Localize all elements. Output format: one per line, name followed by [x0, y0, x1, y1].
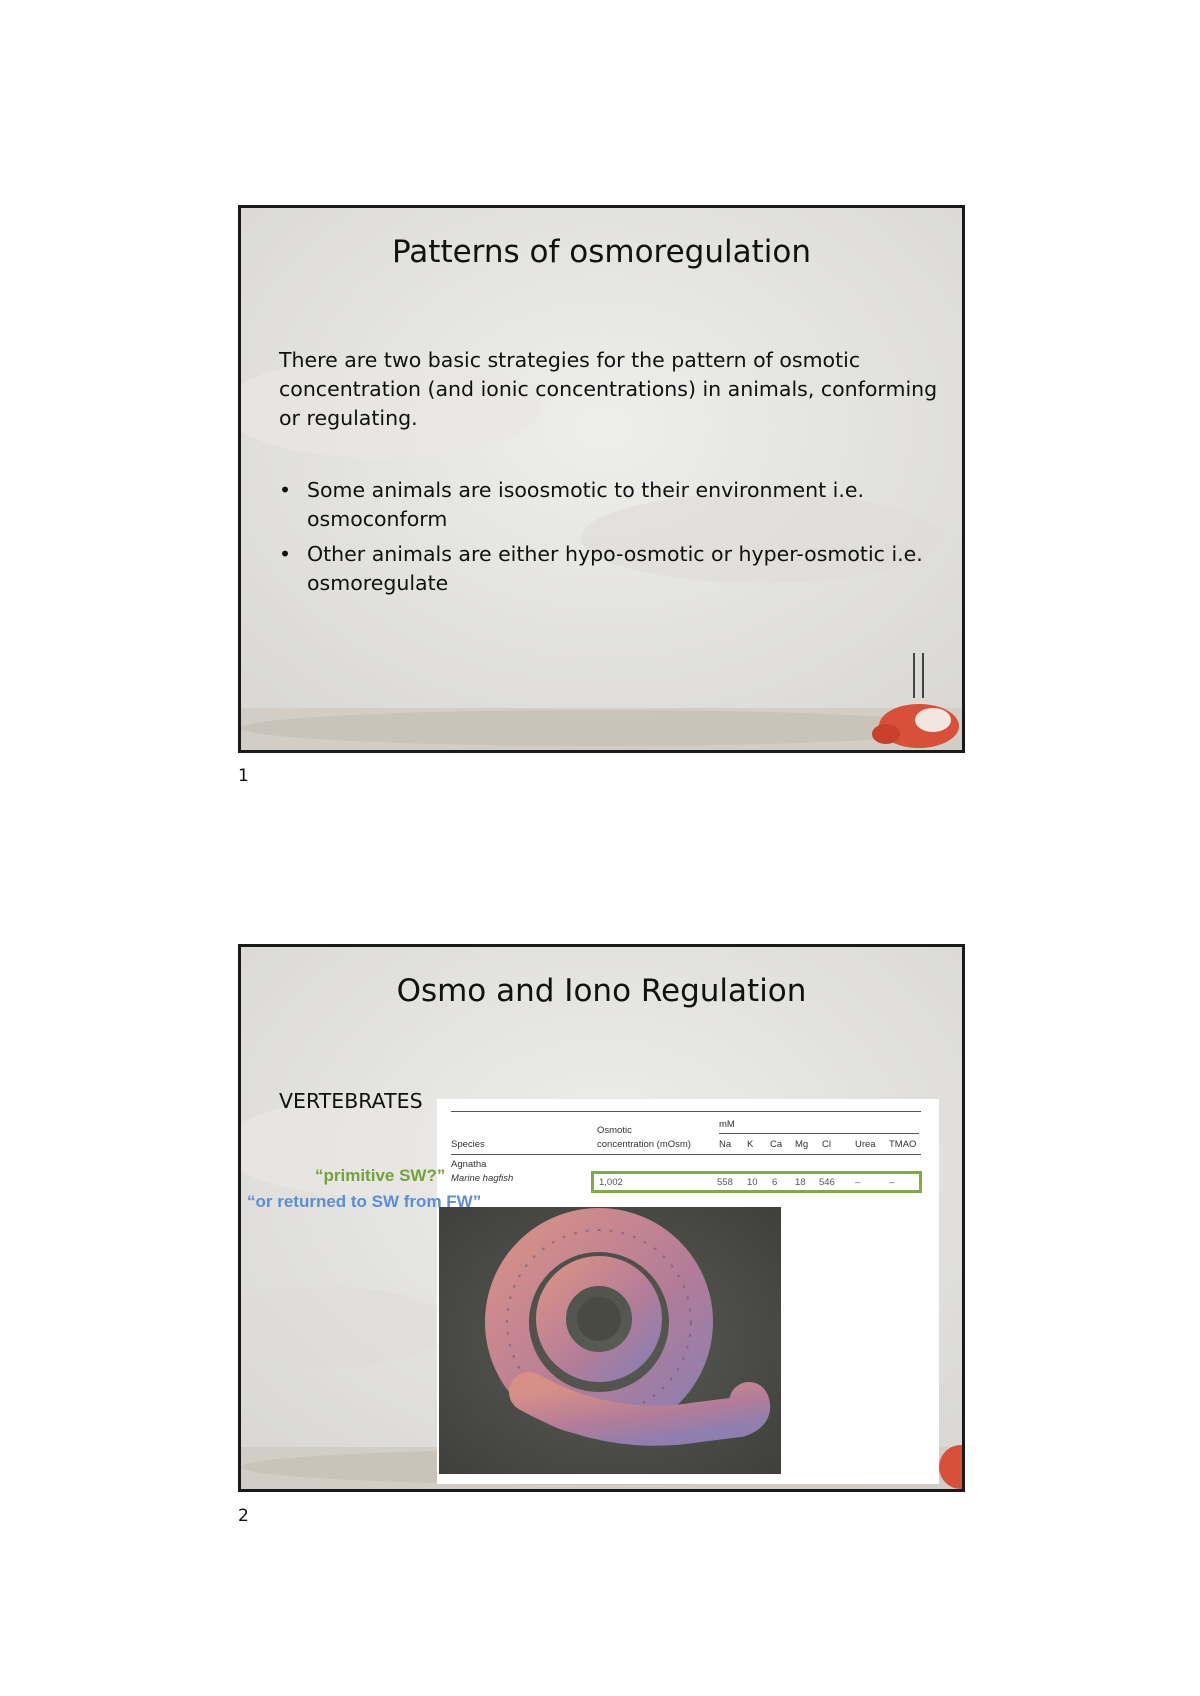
- table-rule: [719, 1133, 919, 1134]
- slide-body-text: [279, 346, 937, 433]
- slide-2: [238, 944, 965, 1492]
- slide-title: Patterns of osmoregulation: [392, 234, 811, 270]
- table-header-na: Na: [719, 1139, 732, 1150]
- bullet-item: [279, 540, 929, 598]
- table-cell-tmao: –: [889, 1177, 895, 1188]
- table-cell-urea: –: [855, 1177, 861, 1188]
- body-line: concentration (and ionic concentrations) in animals, conforming: [279, 377, 938, 401]
- bullet-dot-icon: •: [279, 478, 292, 502]
- table-header-ca: Ca: [770, 1139, 783, 1150]
- bullet-line: osmoconform: [307, 507, 448, 531]
- table-cell-mg: 18: [795, 1177, 806, 1188]
- table-header-urea: Urea: [855, 1139, 876, 1150]
- hagfish-photo: [439, 1207, 781, 1474]
- table-header-k: K: [747, 1139, 754, 1150]
- table-header-species: Species: [451, 1139, 485, 1150]
- bullet-line: Other animals are either hypo-osmotic or hyper-osmotic i.e.: [307, 542, 923, 566]
- table-cell-cl: 546: [819, 1177, 835, 1188]
- table-rule: [451, 1111, 921, 1112]
- annotation-returned-sw: “or returned to SW from FW”: [247, 1192, 482, 1211]
- table-group-row: Agnatha: [451, 1159, 487, 1170]
- table-header-osmotic: Osmotic: [597, 1125, 632, 1136]
- bullet-item: [279, 476, 929, 534]
- table-cell-osmotic: 1,002: [599, 1177, 623, 1188]
- body-line: There are two basic strategies for the pattern of osmotic: [279, 348, 861, 372]
- slide-number: 1: [238, 766, 249, 786]
- slide-1: [238, 205, 965, 753]
- bullet-line: osmoregulate: [307, 571, 449, 595]
- table-header-osmotic: concentration (mOsm): [597, 1139, 691, 1150]
- table-header-cl: Cl: [822, 1139, 831, 1150]
- slide-title: Osmo and Iono Regulation: [396, 973, 807, 1009]
- table-cell-ca: 6: [772, 1177, 778, 1188]
- slide-number: 2: [238, 1506, 249, 1526]
- body-line: or regulating.: [279, 406, 418, 430]
- annotation-primitive-sw: “primitive SW?”: [315, 1166, 446, 1185]
- section-label: VERTEBRATES: [279, 1089, 423, 1113]
- table-group-header: mM: [719, 1119, 735, 1130]
- table-cell-k: 10: [747, 1177, 758, 1188]
- table-header-tmao: TMAO: [889, 1139, 917, 1150]
- bullet-line: Some animals are isoosmotic to their environment i.e.: [307, 478, 864, 502]
- table-rule: [451, 1154, 921, 1155]
- table-cell-species: Marine hagfish: [451, 1173, 514, 1184]
- table-cell-na: 558: [717, 1177, 733, 1188]
- crab-decoration: [861, 648, 965, 753]
- table-header-mg: Mg: [795, 1139, 809, 1150]
- bullet-dot-icon: •: [279, 542, 292, 566]
